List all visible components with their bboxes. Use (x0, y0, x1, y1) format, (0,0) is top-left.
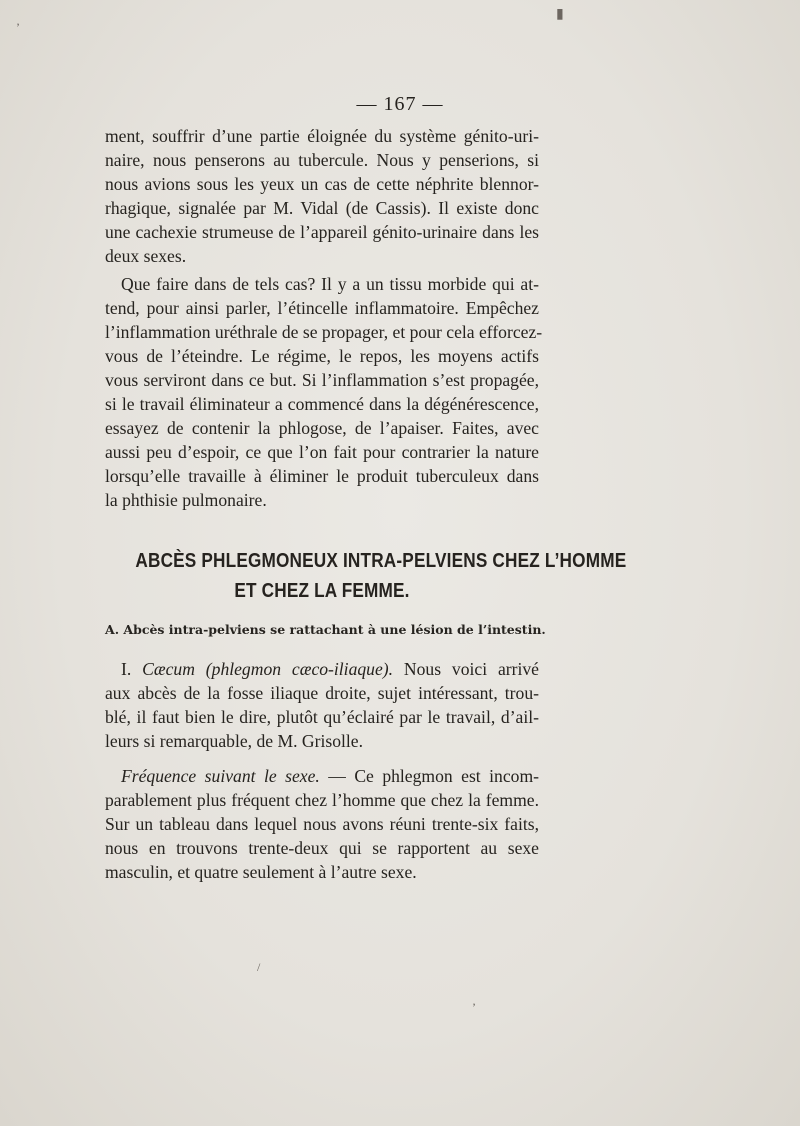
text-line: rhagique, signalée par M. Vidal (de Cassis). Il existe donc (105, 198, 539, 218)
text-line: si le travail éliminateur a commencé dans la dégénérescence, (105, 394, 539, 414)
text-line: l’inflammation uréthrale de se propager, et pour cela efforcez- (105, 322, 543, 342)
paragraph-4 (105, 764, 539, 884)
paper-speck: ’ (16, 20, 20, 34)
text-line: la phthisie pulmonaire. (105, 490, 267, 510)
text-line: naire, nous penserons au tubercule. Nous y penserions, si (105, 150, 539, 170)
text-line: blé, il faut bien le dire, plutôt qu’éclairé par le travail, d’ail- (105, 707, 539, 727)
subheading: A. Abcès intra-pelviens se rattachant à une lésion de l’intestin. (105, 622, 546, 637)
text-line: essayez de contenir la phlogose, de l’apaiser. Faites, avec (105, 418, 539, 438)
text-line: masculin, et quatre seulement à l’autre sexe. (105, 862, 417, 882)
section-heading-continued: ET CHEZ LA FEMME. (234, 580, 410, 602)
text-line: parablement plus fréquent chez l’homme que chez la femme. (105, 790, 539, 810)
section-numeral: I. (121, 659, 132, 679)
text-line: nous avions sous les yeux un cas de cette néphrite blennor- (105, 174, 539, 194)
text-line: ment, souffrir d’une partie éloignée du système génito-uri- (105, 126, 539, 146)
text-line: Sur un tableau dans lequel nous avons réuni trente-six faits, (105, 814, 539, 834)
text-line: Que faire dans de tels cas? Il y a un tissu morbide qui at- (121, 274, 539, 294)
text-line: tend, pour ainsi parler, l’étincelle inflammatoire. Empêchez (105, 298, 539, 318)
paragraph-3 (105, 657, 539, 753)
text-line: vous serviront dans ce but. Si l’inflammation s’est propagée, (105, 370, 539, 390)
italic-lead: Fréquence suivant le sexe. (121, 766, 320, 786)
line-rest: Nous voici arrivé (403, 659, 539, 679)
text-line: leurs si remarquable, de M. Grisolle. (105, 731, 363, 751)
text-line: aux abcès de la fosse iliaque droite, sujet intéressant, trou- (105, 683, 539, 703)
text-line: vous de l’éteindre. Le régime, le repos, les moyens actifs (105, 346, 539, 366)
line-rest: — Ce phlegmon est incom- (328, 766, 539, 786)
paper-speck: / (257, 960, 261, 974)
text-line: deux sexes. (105, 246, 187, 266)
text-line: une cachexie strumeuse de l’appareil génito-urinaire dans les (105, 222, 539, 242)
text-line (105, 657, 539, 681)
text-line: aussi peu d’espoir, ce que l’on fait pour contrarier la nature (105, 442, 539, 462)
paper-speck: ’ (472, 1000, 476, 1014)
paper-speck: ▮ (556, 7, 564, 22)
text-line: lorsqu’elle travaille à éliminer le produit tuberculeux dans (105, 466, 539, 486)
text-line: nous en trouvons trente-deux qui se rapportent au sexe (105, 838, 539, 858)
paragraph-2 (105, 272, 543, 512)
page-number: — 167 — (356, 93, 444, 115)
text-line (105, 764, 539, 788)
paragraph-1 (105, 124, 539, 268)
italic-lead: Cæcum (phlegmon cæco-iliaque). (142, 659, 394, 679)
section-heading: ABCÈS PHLEGMONEUX INTRA-PELVIENS CHEZ L’HOMME (135, 550, 627, 572)
